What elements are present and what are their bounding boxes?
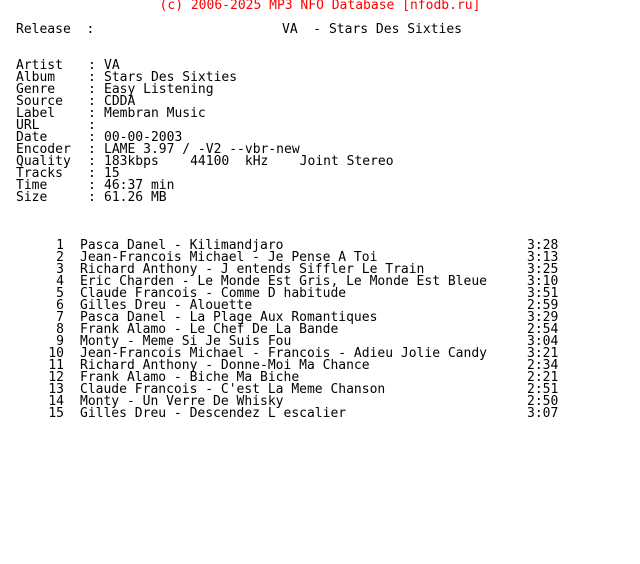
track-duration: 3:21 bbox=[527, 346, 559, 361]
track-number: 15 bbox=[48, 406, 64, 421]
field-colon: : bbox=[88, 130, 96, 145]
field-label: Source bbox=[16, 94, 63, 109]
field-colon: : bbox=[88, 142, 96, 157]
track-number: 14 bbox=[48, 394, 64, 409]
field-colon: : bbox=[88, 106, 96, 121]
field-label: Album bbox=[16, 70, 56, 85]
track-title: Gilles Dreu - Descendez L escalier bbox=[80, 406, 347, 421]
track-number: 5 bbox=[56, 286, 64, 301]
track-title: Frank Alamo - Biche Ma Biche bbox=[80, 370, 300, 385]
field-label: Quality bbox=[16, 154, 71, 169]
track-number: 12 bbox=[48, 370, 64, 385]
field-label: URL bbox=[16, 118, 40, 133]
track-duration: 3:10 bbox=[527, 274, 559, 289]
site-header bbox=[0, 0, 640, 12]
track-title: Frank Alamo - Le Chef De La Bande bbox=[80, 322, 339, 337]
field-label: Time bbox=[16, 178, 48, 193]
field-value: 00-00-2003 bbox=[104, 130, 183, 145]
field-colon: : bbox=[88, 190, 96, 205]
track-title: Jean-Francois Michael - Je Pense A Toi bbox=[80, 250, 378, 265]
track-title: Richard Anthony - J entends Siffler Le Train bbox=[80, 262, 425, 277]
track-title: Claude Francois - C'est La Meme Chanson bbox=[80, 382, 386, 397]
field-value: Membran Music bbox=[104, 106, 206, 121]
track-number: 13 bbox=[48, 382, 64, 397]
track-number: 6 bbox=[56, 298, 64, 313]
field-colon: : bbox=[88, 58, 96, 73]
track-duration: 3:25 bbox=[527, 262, 559, 277]
field-colon: : bbox=[88, 82, 96, 97]
track-duration: 2:34 bbox=[527, 358, 559, 373]
track-title: Richard Anthony - Donne-Moi Ma Chance bbox=[80, 358, 370, 373]
field-value: Easy Listening bbox=[104, 82, 214, 97]
field-value: VA bbox=[104, 58, 120, 73]
track-title: Monty - Un Verre De Whisky bbox=[80, 394, 284, 409]
track-duration: 3:13 bbox=[527, 250, 559, 265]
track-number: 8 bbox=[56, 322, 64, 337]
field-colon: : bbox=[88, 166, 96, 181]
track-title: Claude Francois - Comme D habitude bbox=[80, 286, 347, 301]
field-value: 46:37 min bbox=[104, 178, 175, 193]
field-value: 183kbps 44100 kHz Joint Stereo bbox=[104, 154, 394, 169]
field-colon: : bbox=[88, 70, 96, 85]
track-number: 4 bbox=[56, 274, 64, 289]
field-label: Date bbox=[16, 130, 48, 145]
track-number: 7 bbox=[56, 310, 64, 325]
field-label: Tracks bbox=[16, 166, 63, 181]
track-number: 2 bbox=[56, 250, 64, 265]
track-number: 3 bbox=[56, 262, 64, 277]
track-duration: 3:04 bbox=[527, 334, 559, 349]
track-title: Monty - Meme Si Je Suis Fou bbox=[80, 334, 292, 349]
track-title: Jean-Francois Michael - Francois - Adieu Jolie Candy bbox=[80, 346, 487, 361]
track-title: Pasca Danel - Kilimandjaro bbox=[80, 238, 284, 253]
track-duration: 3:29 bbox=[527, 310, 559, 325]
field-label: Label bbox=[16, 106, 56, 121]
field-label: Size bbox=[16, 190, 48, 205]
track-duration: 2:51 bbox=[527, 382, 559, 397]
track-duration: 2:50 bbox=[527, 394, 559, 409]
field-value: 61.26 MB bbox=[104, 190, 167, 205]
track-duration: 2:21 bbox=[527, 370, 559, 385]
track-title: Pasca Danel - La Plage Aux Romantiques bbox=[80, 310, 378, 325]
field-label: Artist bbox=[16, 58, 63, 73]
track-number: 1 bbox=[56, 238, 64, 253]
track-title: Eric Charden - Le Monde Est Gris, Le Monde Est Bleue bbox=[80, 274, 487, 289]
track-duration: 2:59 bbox=[527, 298, 559, 313]
field-label: Genre bbox=[16, 82, 56, 97]
copyright-text: (c) 2006-2025 MP3 NFO Database [nfodb.ru] bbox=[159, 0, 481, 13]
track-number: 10 bbox=[48, 346, 64, 361]
field-colon: : bbox=[88, 94, 96, 109]
track-duration: 3:51 bbox=[527, 286, 559, 301]
release-value: VA - Stars Des Sixties bbox=[282, 22, 463, 37]
track-number: 11 bbox=[48, 358, 64, 373]
field-value: 15 bbox=[104, 166, 120, 181]
field-colon: : bbox=[88, 154, 96, 169]
track-number: 9 bbox=[56, 334, 64, 349]
field-label: Encoder bbox=[16, 142, 71, 157]
track-duration: 2:54 bbox=[527, 322, 559, 337]
release-label: Release : bbox=[16, 22, 95, 37]
field-value: Stars Des Sixties bbox=[104, 70, 238, 85]
field-value: CDDA bbox=[104, 94, 136, 109]
track-title: Gilles Dreu - Alouette bbox=[80, 298, 253, 313]
field-value: LAME 3.97 / -V2 --vbr-new bbox=[104, 142, 300, 157]
field-colon: : bbox=[88, 178, 96, 193]
track-duration: 3:28 bbox=[527, 238, 559, 253]
track-duration: 3:07 bbox=[527, 406, 559, 421]
field-colon: : bbox=[88, 118, 96, 133]
